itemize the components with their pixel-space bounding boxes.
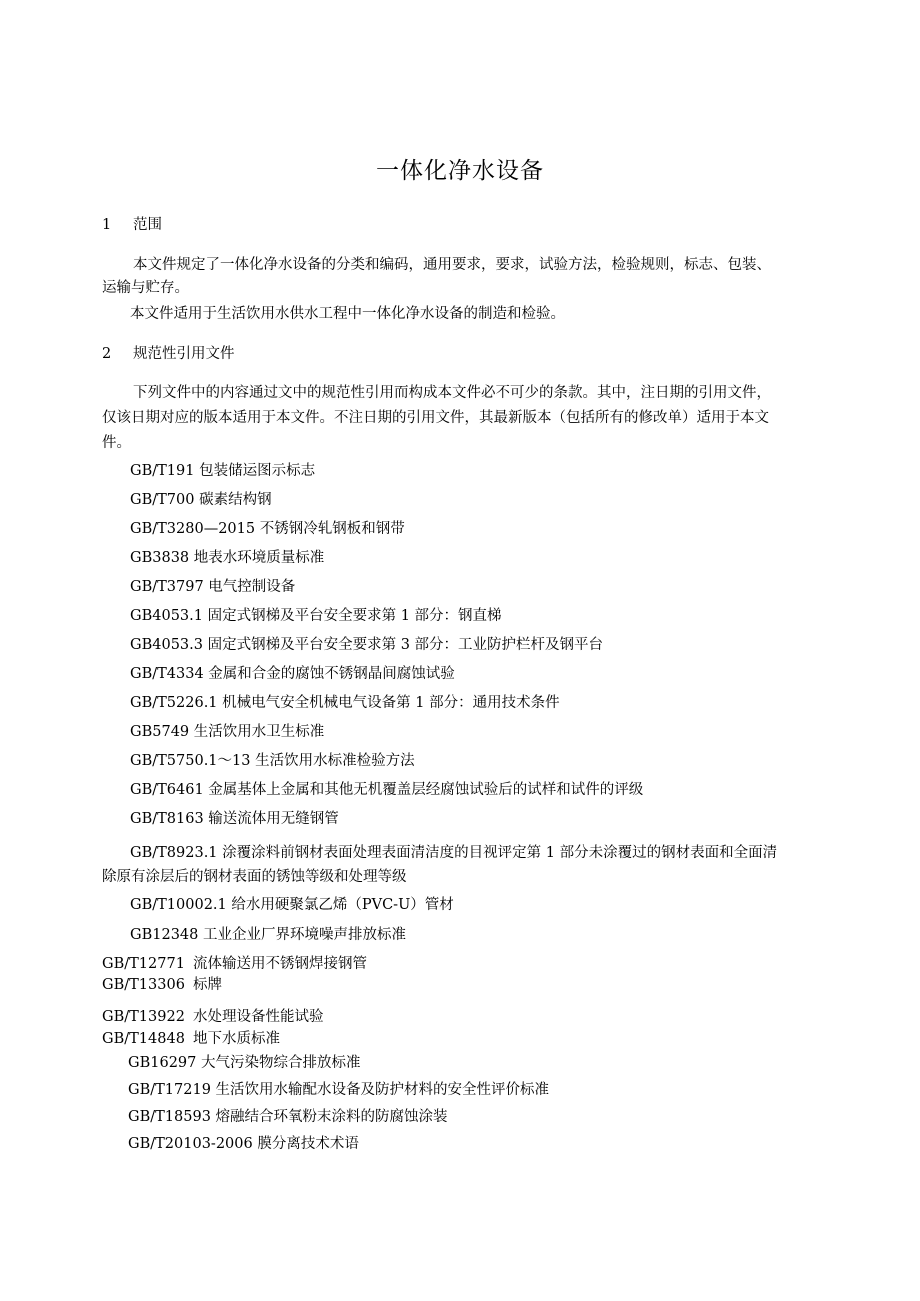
reference-item: GB16297 大气污染物综合排放标准	[128, 1055, 361, 1071]
refs-intro-line-1: 下列文件中的内容通过文中的规范性引用而构成本文件必不可少的条款。其中，注日期的引用文件，	[133, 385, 771, 401]
scope-line-2: 运输与贮存。	[102, 280, 189, 296]
reference-item: GB/T17219 生活饮用水输配水设备及防护材料的安全性评价标准	[128, 1082, 550, 1098]
reference-item: GB12348 工业企业厂界环境噪声排放标准	[130, 927, 406, 943]
reference-item: GB/T8163 输送流体用无缝钢管	[130, 811, 339, 827]
reference-item-continued: 除原有涂层后的钢材表面的锈蚀等级和处理等级	[102, 869, 407, 885]
reference-item: GB3838 地表水环境质量标准	[130, 550, 325, 566]
reference-name: 流体输送用不锈钢焊接钢管	[193, 956, 367, 972]
page-title: 一体化净水设备	[376, 158, 544, 184]
reference-item: GB/T5750.1～13 生活饮用水标准检验方法	[130, 753, 415, 769]
section-2-heading: 规范性引用文件	[133, 346, 235, 362]
reference-code: GB/T14848	[102, 1031, 185, 1047]
section-2-number: 2	[102, 346, 112, 362]
section-1-number: 1	[102, 217, 112, 233]
reference-item: GB/T5226.1 机械电气安全机械电气设备第 1 部分：通用技术条件	[130, 695, 560, 711]
refs-intro-line-2: 仅该日期对应的版本适用于本文件。不注日期的引用文件，其最新版本（包括所有的修改单）适用于本文	[102, 410, 769, 426]
reference-item: GB/T700 碳素结构钢	[130, 492, 272, 508]
reference-item: GB4053.3 固定式钢梯及平台安全要求第 3 部分：工业防护栏杆及钢平台	[130, 637, 604, 653]
reference-item: GB/T10002.1 给水用硬聚氯乙烯（PVC-U）管材	[130, 897, 454, 913]
reference-name: 标牌	[193, 977, 222, 993]
reference-code: GB/T12771	[102, 956, 185, 972]
reference-item: GB/T20103-2006 膜分离技术术语	[128, 1136, 359, 1152]
reference-item: GB/T191 包装储运图示标志	[130, 463, 316, 479]
reference-item: GB5749 生活饮用水卫生标准	[130, 724, 325, 740]
reference-item: GB/T18593 熔融结合环氧粉末涂料的防腐蚀涂装	[128, 1109, 448, 1125]
scope-line-1: 本文件规定了一体化净水设备的分类和编码，通用要求，要求，试验方法，检验规则，标志、包装、	[133, 257, 771, 273]
reference-name: 地下水质标准	[193, 1031, 280, 1047]
reference-item: GB/T3280—2015 不锈钢冷轧钢板和钢带	[130, 521, 405, 537]
reference-item: GB/T4334 金属和合金的腐蚀不锈钢晶间腐蚀试验	[130, 666, 455, 682]
reference-item: GB4053.1 固定式钢梯及平台安全要求第 1 部分：钢直梯	[130, 608, 502, 624]
reference-item: GB/T6461 金属基体上金属和其他无机覆盖层经腐蚀试验后的试样和试件的评级	[130, 782, 644, 798]
refs-intro-line-3: 件。	[102, 435, 131, 451]
reference-code: GB/T13922	[102, 1009, 185, 1025]
reference-name: 水处理设备性能试验	[193, 1009, 324, 1025]
section-1-heading: 范围	[133, 217, 162, 233]
reference-item: GB/T3797 电气控制设备	[130, 579, 296, 595]
reference-code: GB/T13306	[102, 977, 185, 993]
reference-item: GB/T8923.1 涂覆涂料前钢材表面处理表面清洁度的目视评定第 1 部分未涂覆过的钢材表面和全面清	[130, 845, 778, 861]
scope-line-3: 本文件适用于生活饮用水供水工程中一体化净水设备的制造和检验。	[130, 306, 565, 322]
